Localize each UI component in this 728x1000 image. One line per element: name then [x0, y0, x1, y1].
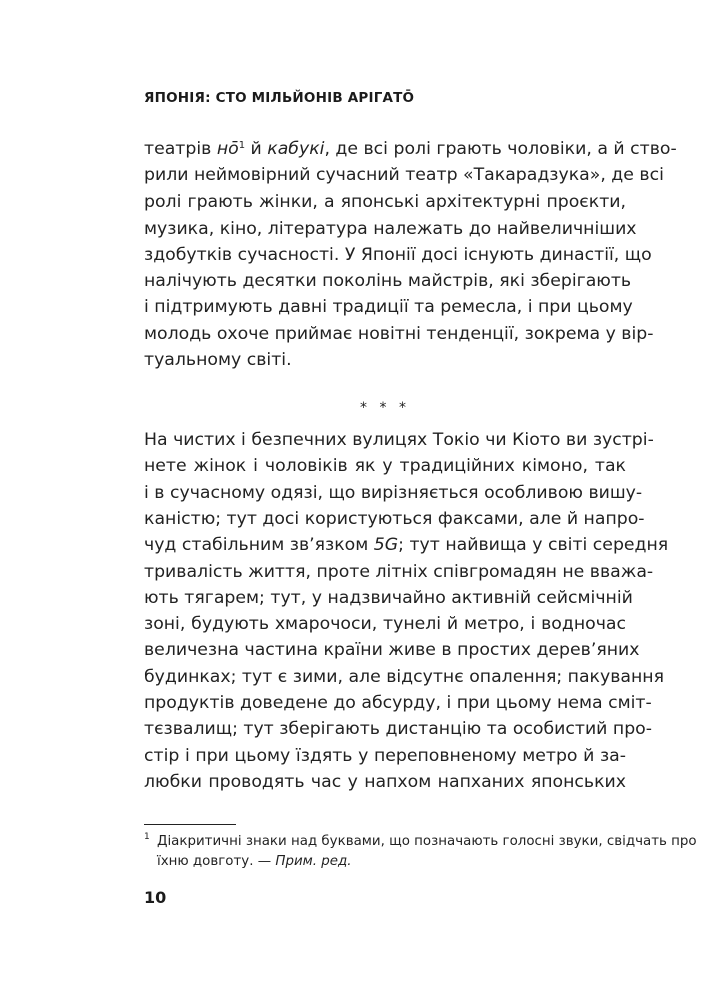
text-line: туальному світі.	[144, 350, 292, 370]
text-line: будинках; тут є зими, але відсутнє опалення; пакування	[144, 667, 664, 687]
text-line: На чистих і безпечних вулицях Токіо чи Кіото ви зустрі-	[144, 430, 654, 450]
section-separator: * * *	[360, 400, 410, 416]
footnote-reference: 1	[238, 140, 246, 151]
text-line: любки проводять час у напхом напханих японських	[144, 772, 626, 792]
text-line: здобутків сучасності. У Японії досі існують династії, що	[144, 245, 652, 265]
footnote-line: їхню довготу. — Прим. ред.	[157, 854, 352, 869]
text-line: стір і при цьому їздять у переповненому метро й за-	[144, 746, 626, 766]
text-line: налічують десятки поколінь майстрів, які зберігають	[144, 271, 632, 291]
text-line: чуд стабільним зв’язком 5G; тут найвища у світі середня	[144, 535, 669, 555]
text-line: молодь охоче приймає новітні тенденції, зокрема у вір-	[144, 324, 654, 344]
text-line: і в сучасному одязі, що вирізняється особливою вишу-	[144, 483, 643, 503]
text-line: величезна частина країни живе в простих дерев’яних	[144, 640, 640, 660]
text-line: рили неймовірний сучасний театр «Такарадзука», де всі	[144, 165, 664, 185]
text-line: тривалість життя, проте літніх співгромадян не вважа-	[144, 562, 654, 582]
text-line: музика, кіно, література належать до найвеличніших	[144, 219, 637, 239]
text-line: ролі грають жінки, а японські архітектурні проєкти,	[144, 192, 626, 212]
footnote-marker: 1	[144, 832, 150, 842]
footnote-divider	[144, 824, 236, 825]
text-line: і підтримують давні традиції та ремесла, і при цьому	[144, 297, 633, 317]
footnote-line: Діакритичні знаки над буквами, що позначають голосні звуки, свідчать про	[157, 834, 697, 849]
text-line: каністю; тут досі користуються факсами, але й напро-	[144, 509, 645, 529]
text-line: тєзвалищ; тут зберігають дистанцію та особистий про-	[144, 719, 652, 739]
page-number: 10	[144, 888, 167, 907]
text-line: зоні, будують хмарочоси, тунелі й метро, і водночас	[144, 614, 626, 634]
running-head: ЯПОНІЯ: СТО МІЛЬЙОНІВ АРІГАТŌ	[144, 90, 415, 106]
text-line: нете жінок і чоловіків як у традиційних кімоно, так	[144, 456, 626, 476]
text-line: продуктів доведене до абсурду, і при цьому нема сміт-	[144, 693, 652, 713]
text-line: театрів $нō^1$ й кабукі, де всі ролі грають чоловіки, а й ство-	[144, 139, 677, 159]
text-line: ють тягарем; тут, у надзвичайно активній сейсмічній	[144, 588, 633, 608]
